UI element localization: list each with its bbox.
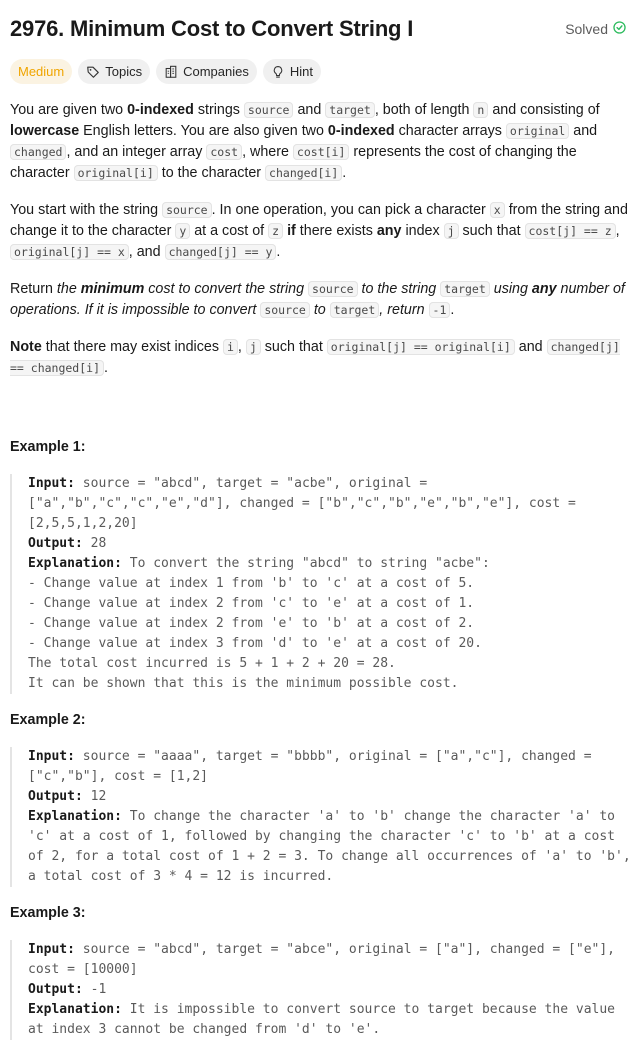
inline-code: changed[j] == changed[i] [10,340,620,375]
description-paragraph-1: You are given two 0-indexed strings source and target , both of length n and consisting of lowercase English letters. You are also given two 0-indexed character arrays original and changed , and an integer array cost , where cost[i] represents the cost of changing the character original[i] to the character changed[i] . [10,102,600,181]
inline-code: -1 [429,302,451,318]
inline-code: source [162,202,212,218]
inline-code: original[j] == x [10,244,129,260]
inline-code: target [330,302,380,318]
inline-code: source [260,302,310,318]
inline-code: changed[j] == y [165,244,277,260]
inline-code: changed[i] [265,165,342,181]
tag-icon [86,65,100,79]
example-3-block: Input: source = "abcd", target = "abce", original = ["a"], changed = ["e"], cost = [10000] Output: -1 Explanation: It is impossible to convert source to target because the value at index 3 cannot be changed from 'd' to 'e'. [10,940,632,1040]
inline-code: changed [10,144,66,160]
topics-label: Topics [105,64,143,79]
solved-label: Solved [565,21,608,37]
inline-code: z [268,223,283,239]
inline-code: target [325,102,375,118]
tag-row [10,59,632,84]
inline-code: x [490,202,505,218]
inline-code: n [473,102,488,118]
inline-code: original[i] [74,165,158,181]
solved-status [565,21,626,37]
inline-code: original [506,123,569,139]
inline-code: source [308,281,358,297]
inline-code: i [223,339,238,355]
companies-button[interactable] [156,59,257,84]
lightbulb-icon [271,65,285,79]
inline-code: cost[j] == z [525,223,616,239]
inline-code: j [246,339,261,355]
example-2-title: Example 2: [10,712,86,728]
inline-code: source [244,102,294,118]
example-2-block: Input: source = "aaaa", target = "bbbb", original = ["a","c"], changed = ["c","b"], cost = [1,2] Output: 12 Explanation: To change the character 'a' to 'b' change the character 'a' to 'c' at a cost of 1, followed by changing the character 'c' to 'b' at a cost of 2, for a total cost of 1 + 2 = 3. To change all occurrences of 'a' to 'b', a total cost of 3 * 4 = 12 is incurred. [10,747,632,887]
inline-code: y [175,223,190,239]
description-paragraph-3: Return the minimum cost to convert the string source to the string target using any number of operations. If it is impossible to convert source to target , return -1 . [10,281,625,318]
problem-header [10,0,632,58]
check-circle-icon [613,21,626,37]
inline-code: j [444,223,459,239]
difficulty-badge: Medium [10,59,72,84]
inline-code: cost[i] [293,144,349,160]
description-note: Note that there may exist indices i , j such that original[j] == original[i] and changed[j] == changed[i] . [10,339,620,376]
example-1-title: Example 1: [10,439,86,455]
building-icon [164,65,178,79]
inline-code: target [440,281,490,297]
topics-button[interactable] [78,59,150,84]
inline-code: original[j] == original[i] [327,339,515,355]
description-paragraph-2: You start with the string source . In one operation, you can pick a character x from the string and change it to the character y at a cost of z if there exists any index j such that cost[j] == z , original[j] == x , and changed[j] == y . [10,202,628,260]
example-1-block: Input: source = "abcd", target = "acbe", original = ["a","b","c","c","e","d"], changed = ["b","c","b","e","b","e"], cost = [2,5,5,1,2,20] Output: 28 Explanation: To convert the string "abcd" to string "acbe": - Change value at index 1 from 'b' to 'c' at a cost of 5. - Change value at index 2 from 'c' to 'e' at a cost of 1. - Change value at index 2 from 'e' to 'b' at a cost of 2. - Change value at index 3 from 'd' to 'e' at a cost of 20. The total cost incurred is 5 + 1 + 2 + 20 = 28. It can be shown that this is the minimum possible cost. [10,474,632,694]
hint-button[interactable] [263,59,321,84]
inline-code: cost [206,144,242,160]
problem-title[interactable]: 2976. Minimum Cost to Convert String I [10,16,414,41]
example-3-title: Example 3: [10,905,86,921]
hint-label: Hint [289,64,313,79]
companies-label: Companies [183,64,249,79]
